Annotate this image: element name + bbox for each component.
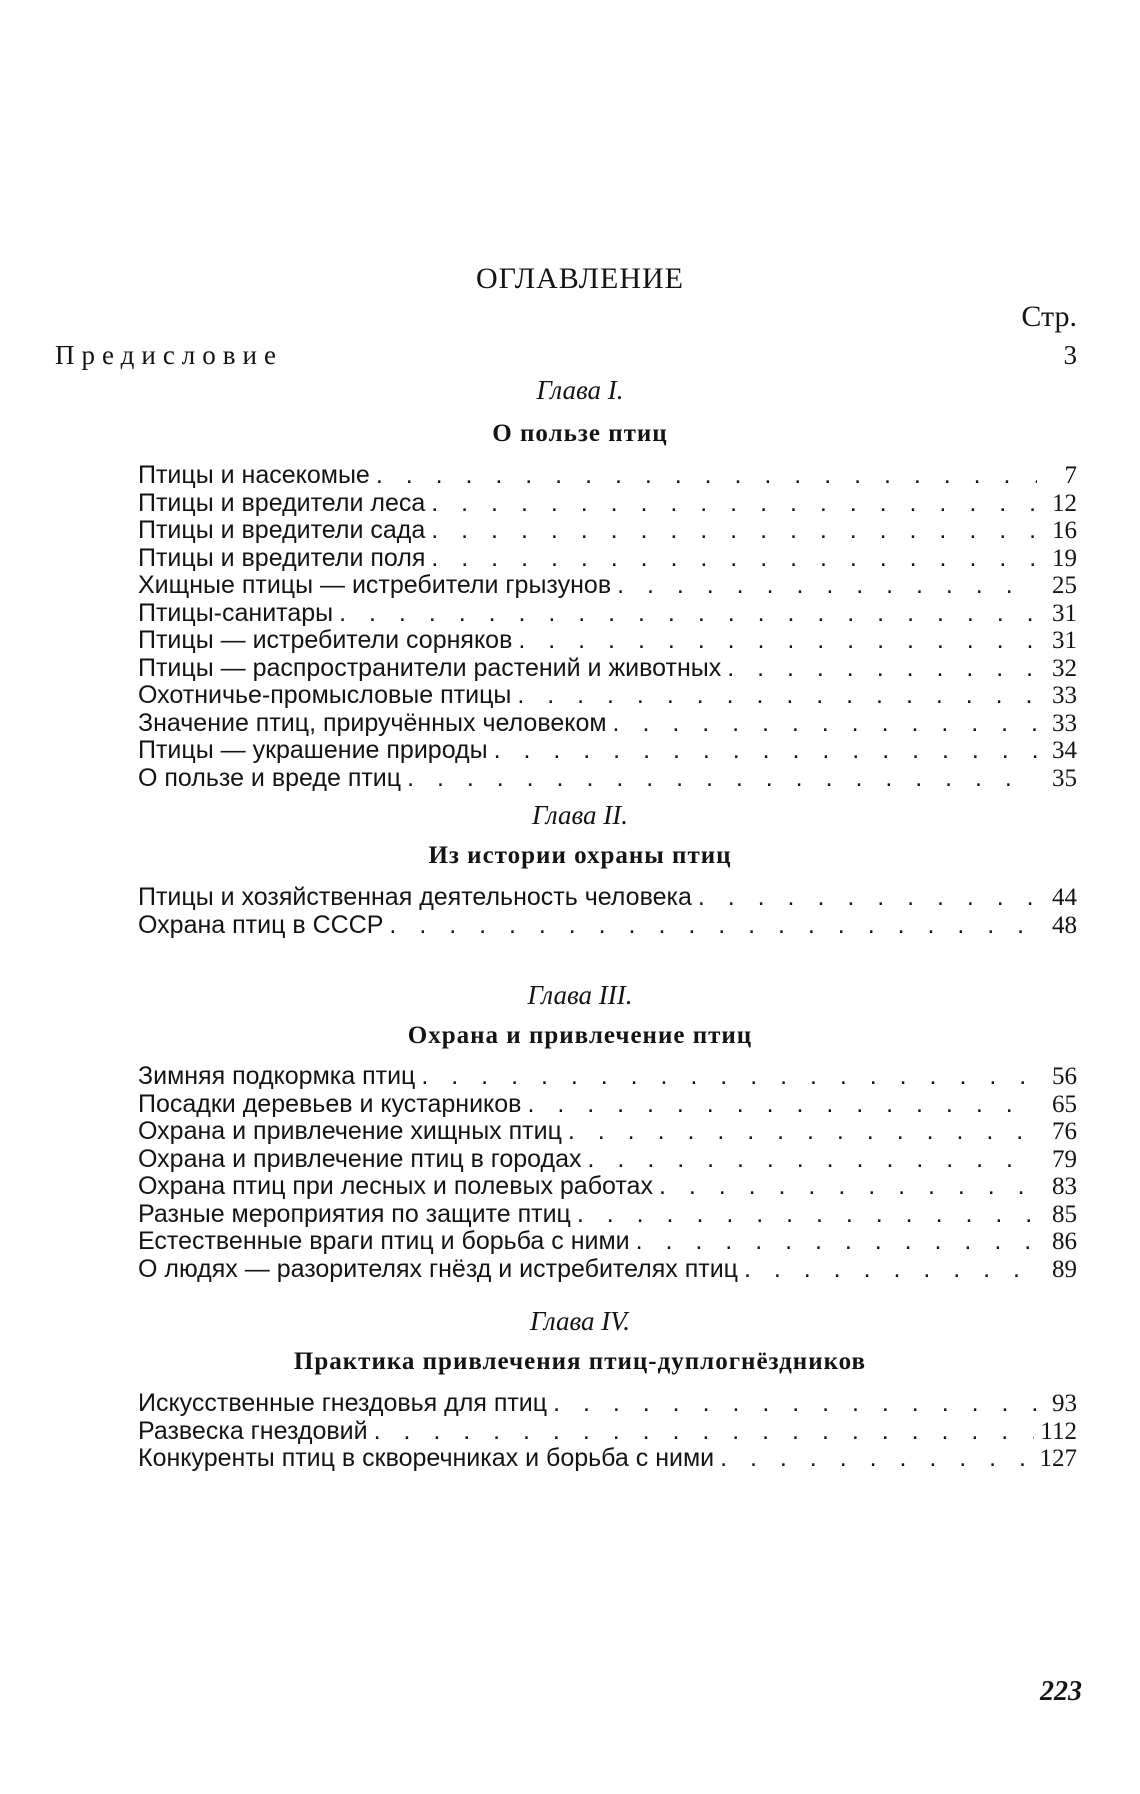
toc-entry-page: 19 xyxy=(1052,544,1077,572)
toc-entry xyxy=(138,517,1077,545)
dot-leader xyxy=(568,1118,1037,1146)
toc-entry xyxy=(138,710,1077,738)
dot-leader xyxy=(659,1173,1037,1201)
toc-entry-page: 48 xyxy=(1052,911,1077,939)
toc-entry-page: 32 xyxy=(1052,654,1077,682)
preface-entry xyxy=(55,340,1077,371)
chapter-4-number: Глава IV. xyxy=(529,1306,631,1336)
toc-entry-page: 83 xyxy=(1052,1173,1077,1200)
dot-leader xyxy=(517,682,1037,710)
toc-entry xyxy=(138,627,1077,655)
dot-leader xyxy=(407,765,1037,793)
toc-entry-page: 86 xyxy=(1052,1228,1077,1255)
toc-entry xyxy=(138,1228,1077,1256)
page-column-label: Стр. xyxy=(1021,300,1077,333)
toc-entry-title: Птицы — истребители сорняков xyxy=(138,626,513,654)
chapter-3-number: Глава III. xyxy=(527,980,633,1010)
toc-entry-page: 65 xyxy=(1052,1090,1077,1118)
toc-entry xyxy=(138,1256,1077,1284)
toc-entry-title: Развеска гнездовий xyxy=(138,1416,368,1445)
chapter-2-number: Глава II. xyxy=(531,800,629,830)
dot-leader xyxy=(613,710,1037,738)
chapter-2-entries xyxy=(138,884,1077,939)
toc-entry xyxy=(138,545,1077,573)
toc-entry-page: 112 xyxy=(1040,1417,1077,1445)
dot-leader xyxy=(431,545,1037,573)
dot-leader xyxy=(376,462,1037,490)
toc-entry-page: 89 xyxy=(1052,1255,1077,1283)
toc-entry xyxy=(138,572,1077,600)
toc-entry xyxy=(138,490,1077,518)
toc-entry-page: 76 xyxy=(1052,1118,1077,1145)
toc-entry xyxy=(138,1173,1077,1201)
toc-entry xyxy=(138,1390,1077,1418)
dot-leader xyxy=(431,517,1037,545)
toc-entry-title: Птицы и вредители сада xyxy=(138,516,426,544)
toc-entry-title: Охрана птиц в СССР xyxy=(138,910,384,939)
toc-entry-page: 56 xyxy=(1052,1063,1077,1090)
toc-entry xyxy=(138,1418,1077,1446)
toc-entry-title: Охрана и привлечение птиц в городах xyxy=(138,1144,582,1173)
toc-entry-page: 79 xyxy=(1052,1145,1077,1173)
dot-leader xyxy=(527,1091,1037,1119)
toc-entry xyxy=(138,765,1077,793)
toc-entry xyxy=(138,600,1077,628)
toc-entry xyxy=(138,1146,1077,1174)
toc-entry-title: Птицы и насекомые xyxy=(138,461,370,489)
toc-entry xyxy=(138,682,1077,710)
preface-label: Предисловие xyxy=(55,340,283,370)
toc-entry xyxy=(138,737,1077,765)
toc-entry-title: Посадки деревьев и кустарников xyxy=(138,1089,522,1118)
toc-entry-title: Охрана и привлечение хищных птиц xyxy=(138,1117,562,1145)
toc-entry xyxy=(138,884,1077,912)
toc-entry-title: Конкуренты птиц в скворечниках и борьба с ними xyxy=(138,1444,715,1472)
page-folio: 223 xyxy=(1040,1676,1082,1707)
toc-entry xyxy=(138,1091,1077,1119)
dot-leader xyxy=(553,1390,1037,1418)
chapter-2-title: Из истории охраны птиц xyxy=(428,842,732,869)
toc-entry-page: 93 xyxy=(1052,1390,1077,1417)
toc-entry-title: Охотничье-промысловые птицы xyxy=(138,681,512,709)
toc-entry-title: О людях — разорителях гнёзд и истребителях птиц xyxy=(138,1254,738,1283)
toc-entry xyxy=(138,655,1077,683)
toc-title: ОГЛАВЛЕНИЕ xyxy=(476,262,684,295)
dot-leader xyxy=(494,737,1037,765)
toc-entry-page: 31 xyxy=(1052,627,1077,654)
toc-entry-title: Птицы-санитары xyxy=(138,598,334,627)
preface-page: 3 xyxy=(1063,340,1077,370)
toc-entry xyxy=(138,1063,1077,1091)
toc-entry-title: Зимняя подкормка птиц xyxy=(138,1062,416,1090)
toc-entry-title: О пользе и вреде птиц xyxy=(138,763,402,792)
toc-entry-page: 31 xyxy=(1052,599,1077,627)
toc-entry-title: Хищные птицы — истребители грызунов xyxy=(138,571,612,599)
chapter-1-number: Глава I. xyxy=(536,375,624,405)
dot-leader xyxy=(421,1063,1037,1091)
toc-entry-title: Охрана птиц при лесных и полевых работах xyxy=(138,1172,653,1200)
dot-leader xyxy=(636,1228,1037,1256)
toc-entry-page: 85 xyxy=(1052,1200,1077,1228)
toc-entry-page: 33 xyxy=(1052,682,1077,709)
toc-entry-page: 25 xyxy=(1052,572,1077,599)
dot-leader xyxy=(339,600,1037,628)
toc-entry-title: Естественные враги птиц и борьба с ними xyxy=(138,1227,630,1255)
toc-entry-page: 34 xyxy=(1052,737,1077,764)
chapter-1-entries xyxy=(138,462,1077,792)
toc-entry xyxy=(138,1118,1077,1146)
toc-entry xyxy=(138,462,1077,490)
toc-entry xyxy=(138,1201,1077,1229)
dot-leader xyxy=(431,490,1037,518)
chapter-4-entries xyxy=(138,1390,1077,1473)
toc-entry-title: Птицы и хозяйственная деятельность человека xyxy=(138,883,692,911)
toc-entry-page: 12 xyxy=(1052,489,1077,517)
chapter-4-title: Практика привлечения птиц-дуплогнёздников xyxy=(293,1348,867,1375)
dot-leader xyxy=(744,1256,1037,1284)
dot-leader xyxy=(374,1418,1035,1446)
toc-entry-page: 35 xyxy=(1052,764,1077,792)
chapter-1-title: О пользе птиц xyxy=(492,420,668,447)
dot-leader xyxy=(720,1445,1033,1473)
toc-entry-page: 33 xyxy=(1052,709,1077,737)
dot-leader xyxy=(518,627,1037,655)
dot-leader xyxy=(617,572,1037,600)
chapter-3-entries xyxy=(138,1063,1077,1283)
toc-entry-page: 44 xyxy=(1052,884,1077,911)
toc-entry-title: Птицы — украшение природы xyxy=(138,736,488,764)
dot-leader xyxy=(698,884,1037,912)
dot-leader xyxy=(727,655,1037,683)
dot-leader xyxy=(588,1146,1037,1174)
toc-entry-page: 127 xyxy=(1039,1445,1077,1472)
toc-entry-title: Птицы — распространители растений и животных xyxy=(138,653,722,682)
toc-entry-title: Птицы и вредители леса xyxy=(138,488,426,517)
dot-leader xyxy=(389,912,1037,940)
toc-entry xyxy=(138,1445,1077,1473)
toc-entry-title: Птицы и вредители поля xyxy=(138,543,426,572)
toc-entry-page: 7 xyxy=(1064,462,1077,489)
toc-entry xyxy=(138,912,1077,940)
toc-entry-page: 16 xyxy=(1052,517,1077,544)
toc-entry-title: Искусственные гнездовья для птиц xyxy=(138,1389,548,1417)
chapter-3-title: Охрана и привлечение птиц xyxy=(407,1022,753,1049)
toc-entry-title: Разные мероприятия по защите птиц xyxy=(138,1199,571,1228)
dot-leader xyxy=(577,1201,1037,1229)
toc-entry-title: Значение птиц, приручённых человеком xyxy=(138,708,607,737)
